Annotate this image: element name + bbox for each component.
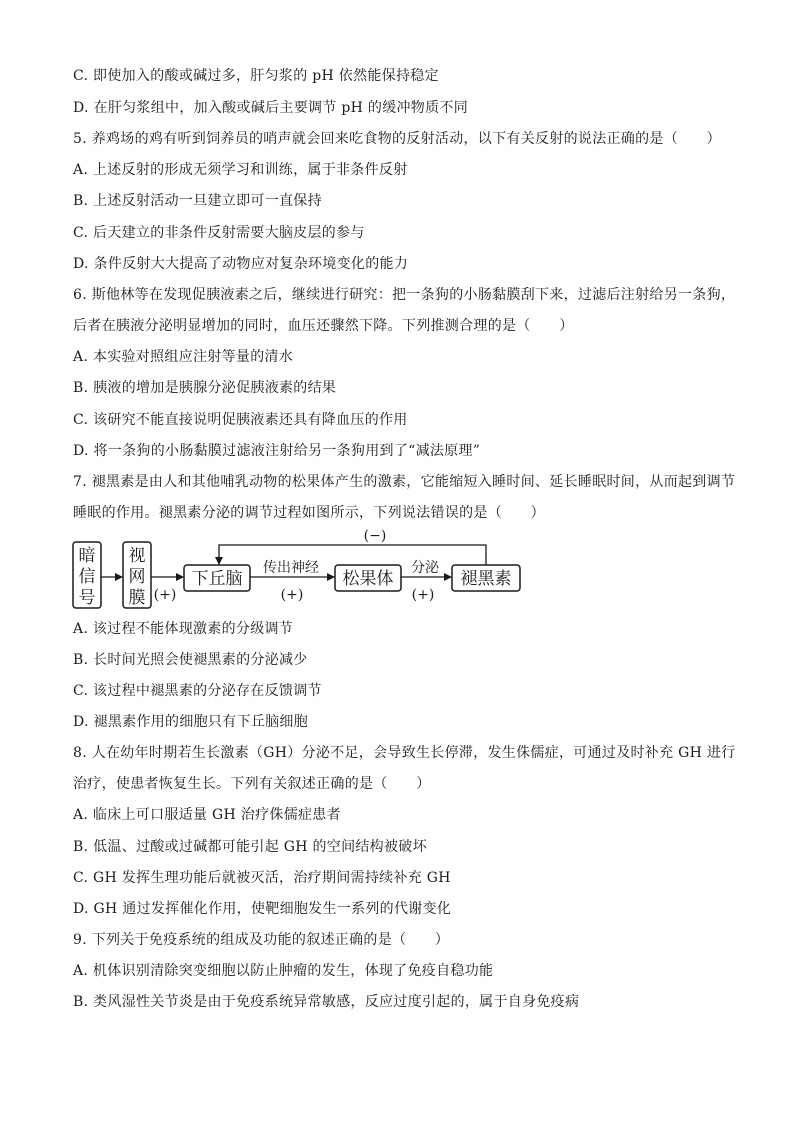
minus-label: (−) [363, 528, 387, 544]
plus-label-1: (+) [153, 587, 177, 603]
option-8b: B. 低温、过酸或过碱都可能引起 GH 的空间结构被破坏 [73, 839, 427, 855]
question-9-stem: 9. 下列关于免疫系统的组成及功能的叙述正确的是（ ） [73, 932, 450, 948]
option-4d: D. 在肝匀浆组中，加入酸或碱后主要调节 pH 的缓冲物质不同 [73, 100, 468, 116]
question-7-stem-line1: 7. 褪黑素是由人和其他哺乳动物的松果体产生的激素，它能缩短入睡时间、延长睡眠时间，从而起到调节 [73, 474, 736, 490]
question-6-stem-line2: 后者在胰液分泌明显增加的同时，血压还骤然下降。下列推测合理的是（ ） [73, 318, 574, 334]
option-8c: C. GH 发挥生理功能后就被灭活，治疗期间需持续补充 GH [73, 870, 451, 886]
option-8a: A. 临床上可口服适量 GH 治疗侏儒症患者 [73, 807, 341, 823]
option-7b: B. 长时间光照会使褪黑素的分泌减少 [73, 652, 308, 668]
plus-label-3: (+) [411, 587, 435, 603]
pineal-label: 松果体 [342, 569, 394, 589]
question-7-stem-line2: 睡眠的作用。褪黑素分泌的调节过程如图所示，下列说法错误的是（ ） [73, 505, 545, 521]
question-8-stem-line1: 8. 人在幼年时期若生长激素（GH）分泌不足，会导致生长停滞，发生侏儒症，可通过及时补充 GH 进行 [73, 745, 736, 761]
option-5c: C. 后天建立的非条件反射需要大脑皮层的参与 [73, 225, 365, 241]
retina-char-1: 视 [128, 546, 146, 566]
melatonin-regulation-diagram [70, 527, 530, 611]
plus-label-2: (+) [280, 587, 304, 603]
hypothalamus-label: 下丘脑 [191, 569, 243, 589]
option-9a: A. 机体识别清除突变细胞以防止肿瘤的发生，体现了免疫自稳功能 [73, 963, 494, 979]
dark-signal-char-1: 暗 [78, 546, 96, 566]
option-4c: C. 即使加入的酸或碱过多，肝匀浆的 pH 依然能保持稳定 [73, 68, 439, 84]
option-7d: D. 褪黑素作用的细胞只有下丘脑细胞 [73, 714, 309, 730]
question-6-stem-line1: 6. 斯他林等在发现促胰液素之后，继续进行研究：把一条狗的小肠黏膜刮下来，过滤后注射给另一条狗， [73, 287, 736, 303]
option-7c: C. 该过程中褪黑素的分泌存在反馈调节 [73, 683, 322, 699]
melatonin-label: 褪黑素 [460, 569, 512, 589]
option-6a: A. 本实验对照组应注射等量的清水 [73, 349, 294, 365]
question-5-stem: 5. 养鸡场的鸡有听到饲养员的哨声就会回来吃食物的反射活动，以下有关反射的说法正确的是（ ） [73, 131, 721, 147]
option-6b: B. 胰液的增加是胰腺分泌促胰液素的结果 [73, 380, 337, 396]
option-5d: D. 条件反射大大提高了动物应对复杂环境变化的能力 [73, 256, 409, 272]
option-5b: B. 上述反射活动一旦建立即可一直保持 [73, 193, 322, 209]
feedback-arrow [219, 545, 486, 565]
retina-char-2: 网 [128, 567, 146, 587]
secrete-label: 分泌 [411, 560, 439, 576]
option-7a: A. 该过程不能体现激素的分级调节 [73, 621, 294, 637]
option-5a: A. 上述反射的形成无须学习和训练，属于非条件反射 [73, 162, 408, 178]
option-6d: D. 将一条狗的小肠黏膜过滤液注射给另一条狗用到了“减法原理” [73, 443, 481, 459]
option-8d: D. GH 通过发挥催化作用，使靶细胞发生一系列的代谢变化 [73, 901, 452, 917]
question-8-stem-line2: 治疗，使患者恢复生长。下列有关叙述正确的是（ ） [73, 776, 431, 792]
retina-char-3: 膜 [128, 588, 146, 608]
dark-signal-char-3: 号 [78, 588, 96, 608]
dark-signal-char-2: 信 [78, 567, 96, 587]
efferent-nerve-label: 传出神经 [263, 560, 319, 576]
option-6c: C. 该研究不能直接说明促胰液素还具有降血压的作用 [73, 412, 408, 428]
option-9b: B. 类风湿性关节炎是由于免疫系统异常敏感，反应过度引起的，属于自身免疫病 [73, 994, 580, 1010]
